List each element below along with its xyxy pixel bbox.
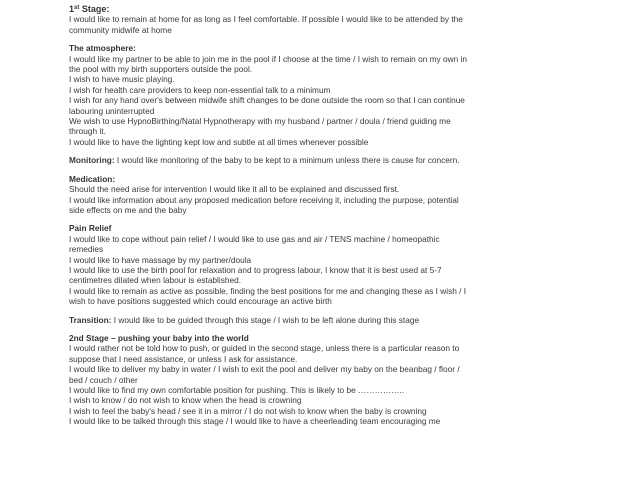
monitoring-text: I would like monitoring of the baby to be kept to a minimum unless there is cause for concern. — [114, 155, 460, 166]
section-pain-relief — [69, 223, 569, 306]
atmosphere-heading: The atmosphere: — [69, 43, 136, 54]
pain-relief-line: wish to have positions suggested which could encourage an active birth — [69, 296, 332, 307]
pain-relief-line: I would like to use the birth pool for relaxation and to progress labour, I know that it is best used at 5-7 — [69, 264, 442, 275]
second-stage-line: I wish to know / do not wish to know when the head is crowning — [69, 395, 302, 406]
first-stage-line: community midwife at home — [69, 24, 172, 35]
atmosphere-line: labouring uninterrupted — [69, 105, 155, 116]
medication-line: Should the need arise for intervention I would like it all to be explained and discussed first. — [69, 184, 400, 195]
pain-relief-line: remedies — [69, 244, 104, 255]
medication-heading: Medication: — [69, 173, 116, 184]
first-stage-line: I would like to remain at home for as long as I feel comfortable. If possible I would like to be attended by the — [69, 14, 463, 25]
atmosphere-line: We wish to use HypnoBirthing/Natal Hypnotherapy with my husband / partner / doula / friend guiding me — [69, 116, 451, 127]
atmosphere-line: I wish to have music playing. — [69, 74, 175, 85]
atmosphere-line: I wish for any hand over's between midwife shift changes to be done outside the room so that I can continue — [69, 95, 465, 106]
second-stage-line: I would like to be talked through this stage / I would like to have a cheerleading team encouraging me — [69, 416, 441, 427]
pain-relief-line: I would like to have massage by my partner/doula — [69, 254, 252, 265]
transition-text: I would like to be guided through this stage / I wish to be left alone during this stage — [111, 314, 420, 325]
section-second-stage — [69, 333, 569, 427]
atmosphere-line: through it. — [69, 126, 106, 137]
section-atmosphere — [69, 43, 569, 147]
transition-heading: Transition: — [69, 314, 112, 325]
section-transition — [69, 315, 569, 325]
section-first-stage — [69, 4, 569, 35]
pain-relief-line: I would like to cope without pain relief / I would like to use gas and air / TENS machine / homeopathic — [69, 233, 440, 244]
atmosphere-line: I would like to have the lighting kept low and subtle at all times whenever possible — [69, 136, 369, 147]
section-medication — [69, 174, 569, 216]
medication-line: I would like information about any proposed medication before receiving it, including the purpose, potential — [69, 194, 459, 205]
second-stage-line: bed / couch / other — [69, 374, 138, 385]
second-stage-line: I would like to find my own comfortable position for pushing. This is likely to be …………….. — [69, 385, 405, 395]
second-stage-line: suppose that I need assistance, or unless I ask for assistance. — [69, 353, 298, 364]
second-stage-line: I would rather not be told how to push, or guided in the second stage, unless there is a particular reason to — [69, 343, 460, 354]
section-monitoring — [69, 155, 569, 165]
birth-plan-document — [69, 4, 569, 435]
pain-relief-heading: Pain Relief — [69, 223, 112, 234]
atmosphere-line: I wish for health care providers to keep non-essential talk to a minimum — [69, 84, 331, 95]
second-stage-line: I would like to deliver my baby in water / I wish to exit the pool and deliver my baby on the beanbag / floor / — [69, 364, 460, 375]
monitoring-heading: Monitoring: — [69, 155, 115, 166]
medication-line: side effects on me and the baby — [69, 204, 187, 215]
atmosphere-line: the pool with my birth supporters outside the pool. — [69, 64, 253, 75]
atmosphere-line: I would like my partner to be able to join me in the pool if I choose at the time / I wish to remain on my own in — [69, 53, 467, 64]
second-stage-line: I wish to feel the baby's head / see it in a mirror / I do not wish to know when the baby is crowning — [69, 405, 427, 416]
first-stage-heading: 1st Stage: — [69, 4, 110, 14]
pain-relief-line: centimetres dilated when labour is established. — [69, 275, 242, 286]
second-stage-heading: 2nd Stage – pushing your baby into the world — [69, 332, 249, 343]
pain-relief-line: I would like to remain as active as possible, finding the best positions for me and changing these as I wish / I — [69, 285, 467, 296]
